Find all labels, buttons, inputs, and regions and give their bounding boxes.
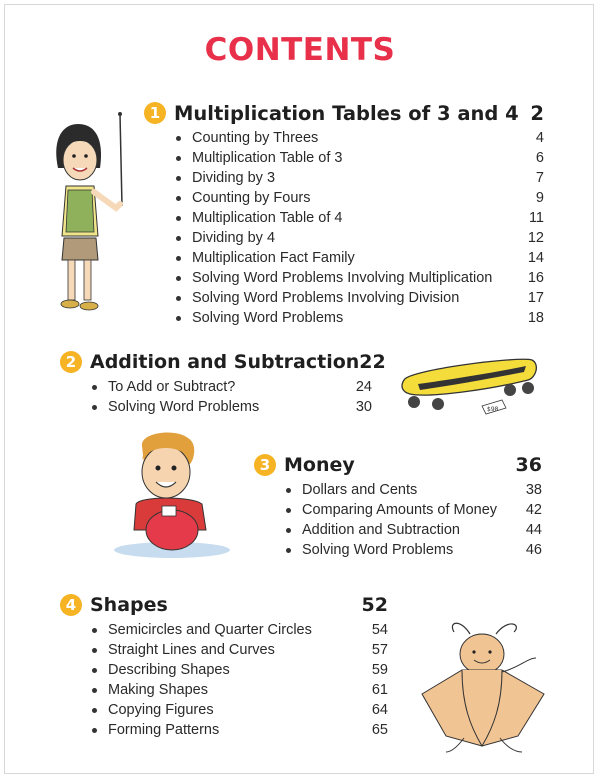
section-page-number: 2 [530, 101, 544, 125]
item-label: Dividing by 3 [192, 170, 276, 186]
item-page-number: 42 [525, 502, 542, 518]
section-multiplication [144, 100, 544, 328]
section-item-list [60, 377, 372, 417]
bullet-icon [286, 528, 291, 533]
item-page-number: 16 [527, 270, 544, 286]
bullet-icon [176, 196, 181, 201]
section-number-badge: 1 [144, 102, 166, 124]
item-label: To Add or Subtract? [108, 379, 236, 395]
bullet-icon [176, 256, 181, 261]
item-page-number: 64 [371, 702, 388, 718]
item-label: Solving Word Problems Involving Division [192, 290, 460, 306]
bullet-icon [92, 385, 97, 390]
bullet-icon [92, 628, 97, 633]
list-item[interactable] [176, 268, 544, 288]
item-page-number: 38 [525, 482, 542, 498]
page-title: CONTENTS [204, 32, 396, 68]
item-label: Multiplication Table of 4 [192, 210, 343, 226]
bullet-icon [92, 728, 97, 733]
list-item[interactable] [176, 248, 544, 268]
section-money [254, 452, 542, 560]
skateboard-illustration [398, 350, 540, 420]
section-addition-subtraction [60, 349, 386, 417]
item-page-number: 18 [527, 310, 544, 326]
section-number-badge: 4 [60, 594, 82, 616]
item-page-number: 44 [525, 522, 542, 538]
bullet-icon [176, 316, 181, 321]
list-item[interactable] [176, 168, 544, 188]
list-item[interactable] [176, 208, 544, 228]
bullet-icon [92, 708, 97, 713]
item-page-number: 57 [371, 642, 388, 658]
list-item[interactable] [286, 540, 542, 560]
list-item[interactable] [92, 397, 372, 417]
section-page-number: 36 [515, 454, 542, 476]
section-item-list [254, 480, 542, 560]
item-page-number: 6 [535, 150, 544, 166]
section-title: Shapes [90, 594, 168, 616]
item-label: Solving Word Problems [108, 399, 260, 415]
list-item[interactable] [176, 128, 544, 148]
section-heading[interactable] [60, 349, 386, 375]
bullet-icon [286, 548, 291, 553]
bullet-icon [92, 688, 97, 693]
girl-with-pointer-illustration [44, 110, 136, 322]
list-item[interactable] [92, 620, 388, 640]
list-item[interactable] [92, 680, 388, 700]
item-page-number: 59 [371, 662, 388, 678]
item-label: Solving Word Problems Involving Multiplication [192, 270, 493, 286]
bullet-icon [92, 648, 97, 653]
bullet-icon [92, 405, 97, 410]
item-page-number: 11 [528, 210, 544, 226]
list-item[interactable] [286, 480, 542, 500]
item-label: Counting by Fours [192, 190, 311, 206]
list-item[interactable] [286, 520, 542, 540]
section-item-list [144, 128, 544, 328]
list-item[interactable] [176, 308, 544, 328]
bullet-icon [176, 276, 181, 281]
section-number-badge: 3 [254, 454, 276, 476]
section-page-number: 52 [361, 594, 388, 616]
item-label: Semicircles and Quarter Circles [108, 622, 312, 638]
section-shapes [60, 592, 388, 740]
section-item-list [60, 620, 388, 740]
item-label: Dollars and Cents [302, 482, 418, 498]
price-tag-text: $98 [487, 406, 499, 413]
bullet-icon [286, 488, 291, 493]
item-page-number: 17 [527, 290, 544, 306]
list-item[interactable] [286, 500, 542, 520]
item-label: Solving Word Problems [192, 310, 344, 326]
bullet-icon [176, 216, 181, 221]
list-item[interactable] [92, 700, 388, 720]
bullet-icon [92, 668, 97, 673]
item-label: Multiplication Fact Family [192, 250, 355, 266]
item-label: Comparing Amounts of Money [302, 502, 498, 518]
item-label: Copying Figures [108, 702, 214, 718]
item-page-number: 7 [535, 170, 544, 186]
section-title: Addition and Subtraction [90, 351, 360, 373]
item-page-number: 61 [371, 682, 388, 698]
section-number-badge: 2 [60, 351, 82, 373]
section-page-number: 22 [359, 351, 386, 373]
bullet-icon [176, 136, 181, 141]
item-label: Multiplication Table of 3 [192, 150, 343, 166]
list-item[interactable] [176, 148, 544, 168]
boy-with-piggy-bank-illustration [110, 430, 236, 560]
bullet-icon [176, 296, 181, 301]
item-label: Describing Shapes [108, 662, 230, 678]
item-label: Straight Lines and Curves [108, 642, 275, 658]
item-label: Counting by Threes [192, 130, 319, 146]
shape-creature-illustration [418, 614, 554, 756]
section-heading[interactable] [60, 592, 388, 618]
bullet-icon [176, 176, 181, 181]
list-item[interactable] [176, 188, 544, 208]
list-item[interactable] [92, 720, 388, 740]
item-page-number: 54 [371, 622, 388, 638]
item-label: Making Shapes [108, 682, 208, 698]
item-label: Solving Word Problems [302, 542, 454, 558]
list-item[interactable] [92, 640, 388, 660]
item-page-number: 4 [535, 130, 544, 146]
section-title: Money [284, 454, 355, 476]
list-item[interactable] [92, 377, 372, 397]
section-title: Multiplication Tables of 3 and 4 [174, 101, 519, 125]
item-label: Addition and Subtraction [302, 522, 460, 538]
item-page-number: 65 [371, 722, 388, 738]
item-page-number: 46 [525, 542, 542, 558]
list-item[interactable] [92, 660, 388, 680]
item-page-number: 30 [355, 399, 372, 415]
list-item[interactable] [176, 288, 544, 308]
section-heading[interactable] [144, 100, 544, 126]
item-page-number: 12 [527, 230, 544, 246]
item-page-number: 9 [535, 190, 544, 206]
item-page-number: 14 [527, 250, 544, 266]
list-item[interactable] [176, 228, 544, 248]
item-label: Forming Patterns [108, 722, 220, 738]
bullet-icon [286, 508, 291, 513]
item-label: Dividing by 4 [192, 230, 276, 246]
bullet-icon [176, 156, 181, 161]
item-page-number: 24 [355, 379, 372, 395]
bullet-icon [176, 236, 181, 241]
section-heading[interactable] [254, 452, 542, 478]
